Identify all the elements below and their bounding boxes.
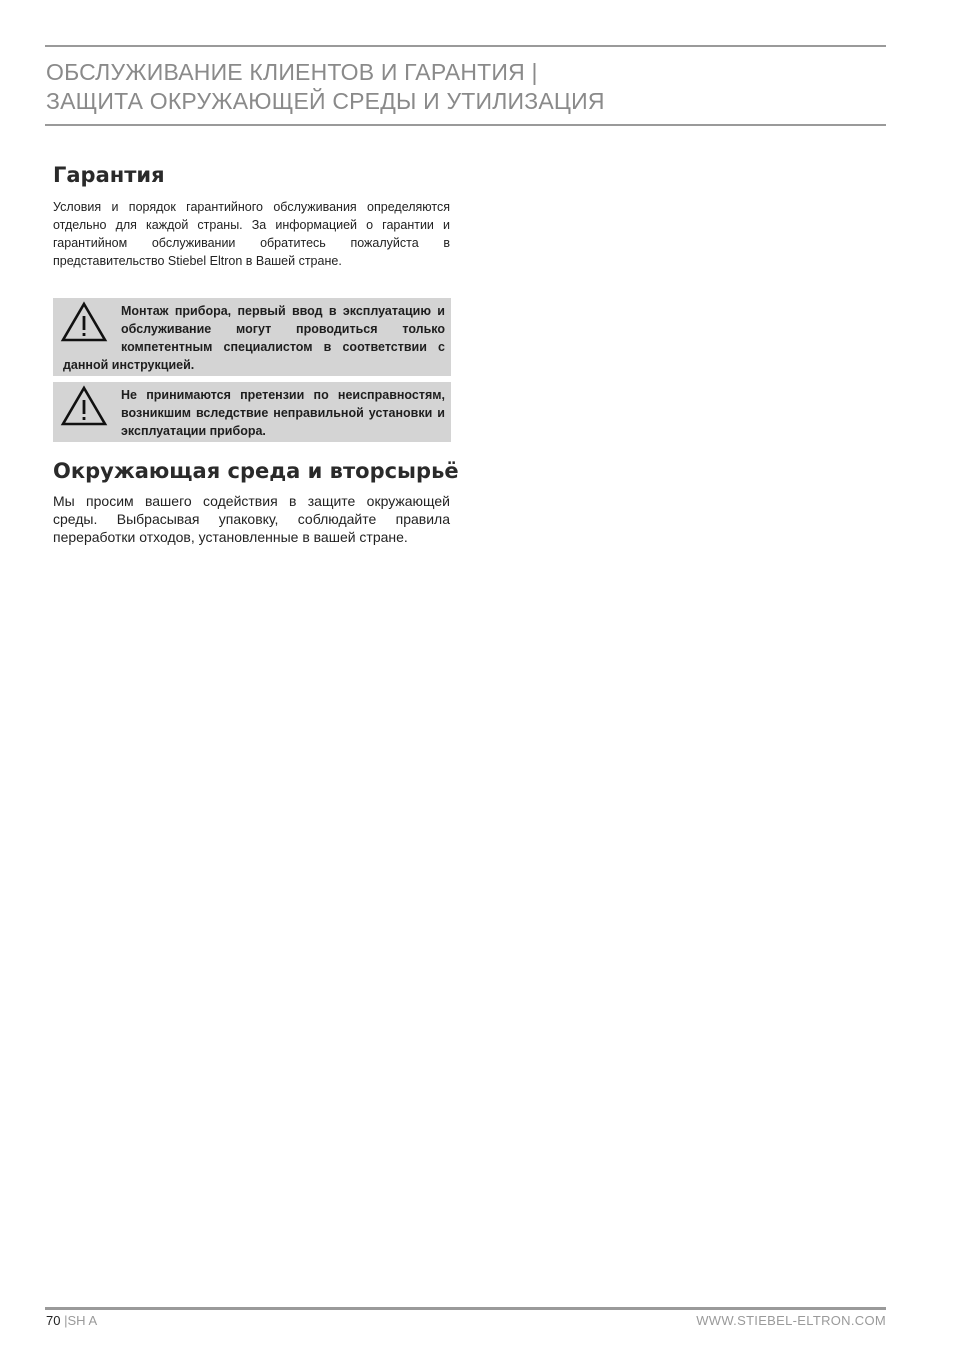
warning-text-installation: Монтаж прибора, первый ввод в эксплуатацию и обслуживание могут проводиться только компетентным специалистом в соответствии с данной инструкцией. — [63, 304, 445, 372]
page-title-line1: ОБСЛУЖИВАНИЕ КЛИЕНТОВ И ГАРАНТИЯ | — [46, 59, 538, 85]
header-rule-top — [45, 45, 886, 47]
footer-website: WWW.STIEBEL-ELTRON.COM — [696, 1313, 886, 1328]
page-title — [46, 58, 886, 116]
environment-text: Мы просим вашего содействия в защите окружающей среды. Выбрасывая упаковку, соблюдайте правила переработки отходов, установленные в вашей стране. — [53, 493, 450, 545]
warning-box-claims — [53, 382, 451, 442]
warning-text-claims: Не принимаются претензии по неисправностям, возникшим вследствие неправильной установки и эксплуатации прибора. — [121, 388, 445, 438]
warranty-heading: Гарантия — [53, 163, 165, 187]
warning-triangle-icon — [60, 301, 108, 343]
footer-page-info — [46, 1313, 97, 1328]
page-title-line2: ЗАЩИТА ОКРУЖАЮЩЕЙ СРЕДЫ И УТИЛИЗАЦИЯ — [46, 88, 605, 114]
warning-box-installation — [53, 298, 451, 376]
footer-separator: | — [64, 1313, 68, 1328]
page-number: 70 — [46, 1313, 61, 1328]
warning-triangle-icon — [60, 385, 108, 427]
environment-heading: Окружающая среда и вторсырьё — [53, 459, 459, 483]
footer-rule — [45, 1307, 886, 1310]
header-rule-bottom — [45, 124, 886, 126]
warranty-text: Условия и порядок гарантийного обслуживания определяются отдельно для каждой страны. За информацией о гарантии и гарантийном обслуживании обратитесь пожалуйста в представительство Stiebel Eltron в Вашей стране. — [53, 200, 450, 268]
doc-code: SH A — [67, 1313, 98, 1328]
